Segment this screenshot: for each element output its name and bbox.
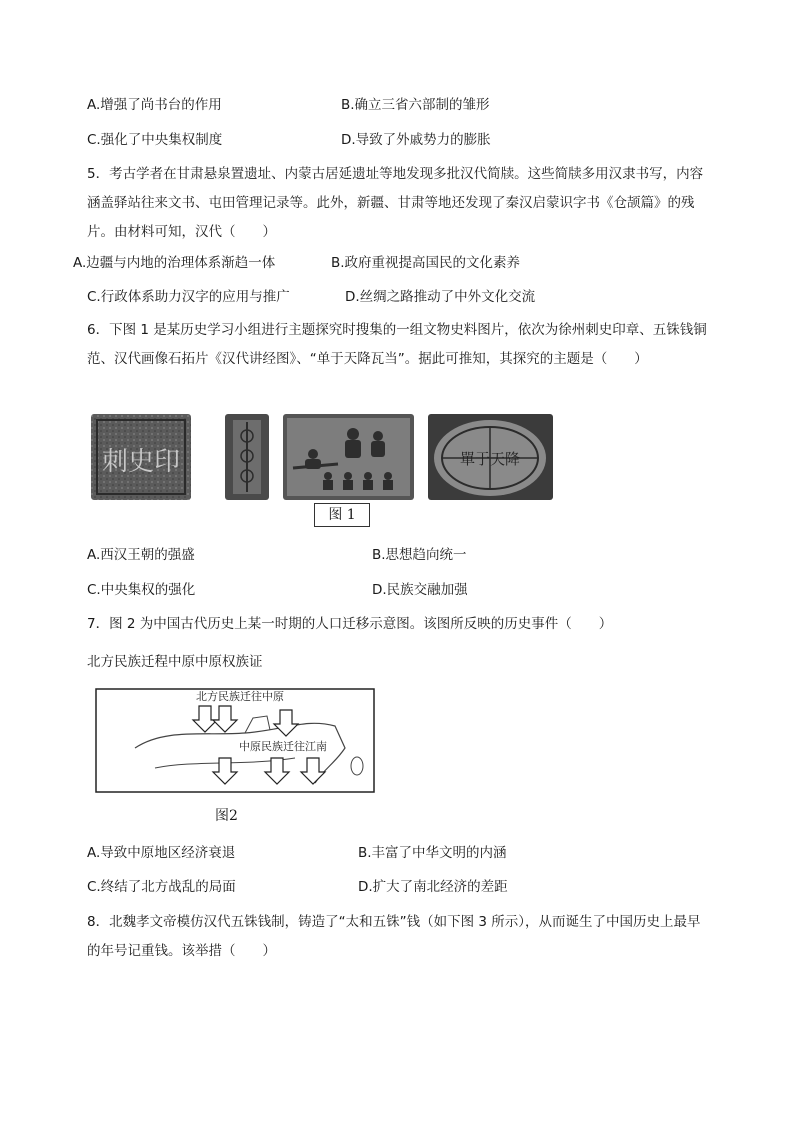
q6-option-d: D.民族交融加强: [372, 582, 468, 598]
map-label-south: 中原民族迁往江南: [239, 740, 327, 753]
q4-option-b: B.确立三省六部制的雏形: [341, 97, 490, 113]
q5-option-d: D.丝绸之路推动了中外文化交流: [345, 289, 536, 305]
q7-note: 北方民族迁程中原中原权族证: [87, 654, 263, 670]
q6-option-a: A.西汉王朝的强盛: [87, 547, 195, 563]
q5-option-b: B.政府重视提高国民的文化素养: [331, 255, 521, 271]
q7-option-c: C.终结了北方战乱的局面: [87, 879, 236, 895]
q8-stem: 8．北魏孝文帝模仿汉代五铢钱制，铸造了“太和五铢”钱（如下图 3 所示），从而诞生了中国历史上最早的年号记重钱。该举措（ ）: [87, 914, 701, 959]
q7-option-b: B.丰富了中华文明的内涵: [358, 845, 507, 861]
map-label-north: 北方民族迁往中原: [196, 690, 284, 703]
q6-option-c: C.中央集权的强化: [87, 582, 196, 598]
q6-option-b: B.思想趋向统一: [372, 547, 467, 563]
seal-text: 刺史印: [101, 447, 181, 477]
q5-stem: 5．考古学者在甘肃悬泉置遗址、内蒙古居延遗址等地发现多批汉代简牍。这些简牍多用汉隶书写，内容涵盖驿站往来文书、屯田管理记录等。此外，新疆、甘肃等地还发现了秦汉启蒙识字书《仓颉篇》的残片。由材料可知，汉代（ ）: [87, 166, 704, 240]
figure-2-caption: 图2: [215, 808, 238, 824]
q4-option-d: D.导致了外戚势力的膨胀: [341, 132, 491, 148]
q6-stem: 6．下图 1 是某历史学习小组进行主题探究时搜集的一组文物史料图片，依次为徐州刺史印章、五铢钱铜范、汉代画像石拓片《汉代讲经图》、“单于天降瓦当”。据此可推知，其探究的主题是（ ）: [87, 322, 707, 367]
figure-2: [95, 688, 375, 828]
coin-mould-image: [225, 414, 269, 500]
q7-option-a: A.导致中原地区经济衰退: [87, 845, 236, 861]
figure-1: [85, 408, 565, 533]
seal-image: [91, 414, 191, 500]
tile-text: 單于天降: [459, 450, 521, 468]
q4-option-a: A.增强了尚书台的作用: [87, 97, 222, 113]
figure-1-caption: 图 1: [314, 503, 370, 527]
stone-relief-image: [283, 414, 414, 500]
migration-map: [95, 688, 375, 793]
q5-option-c: C.行政体系助力汉字的应用与推广: [87, 289, 290, 305]
q5-option-a: A.边疆与内地的治理体系渐趋一体: [73, 255, 276, 271]
q7-option-d: D.扩大了南北经济的差距: [358, 879, 508, 895]
q4-option-c: C.强化了中央集权制度: [87, 132, 223, 148]
eave-tile-image: [428, 414, 553, 500]
q7-stem: 7．图 2 为中国古代历史上某一时期的人口迁移示意图。该图所反映的历史事件（ ）: [87, 616, 613, 632]
